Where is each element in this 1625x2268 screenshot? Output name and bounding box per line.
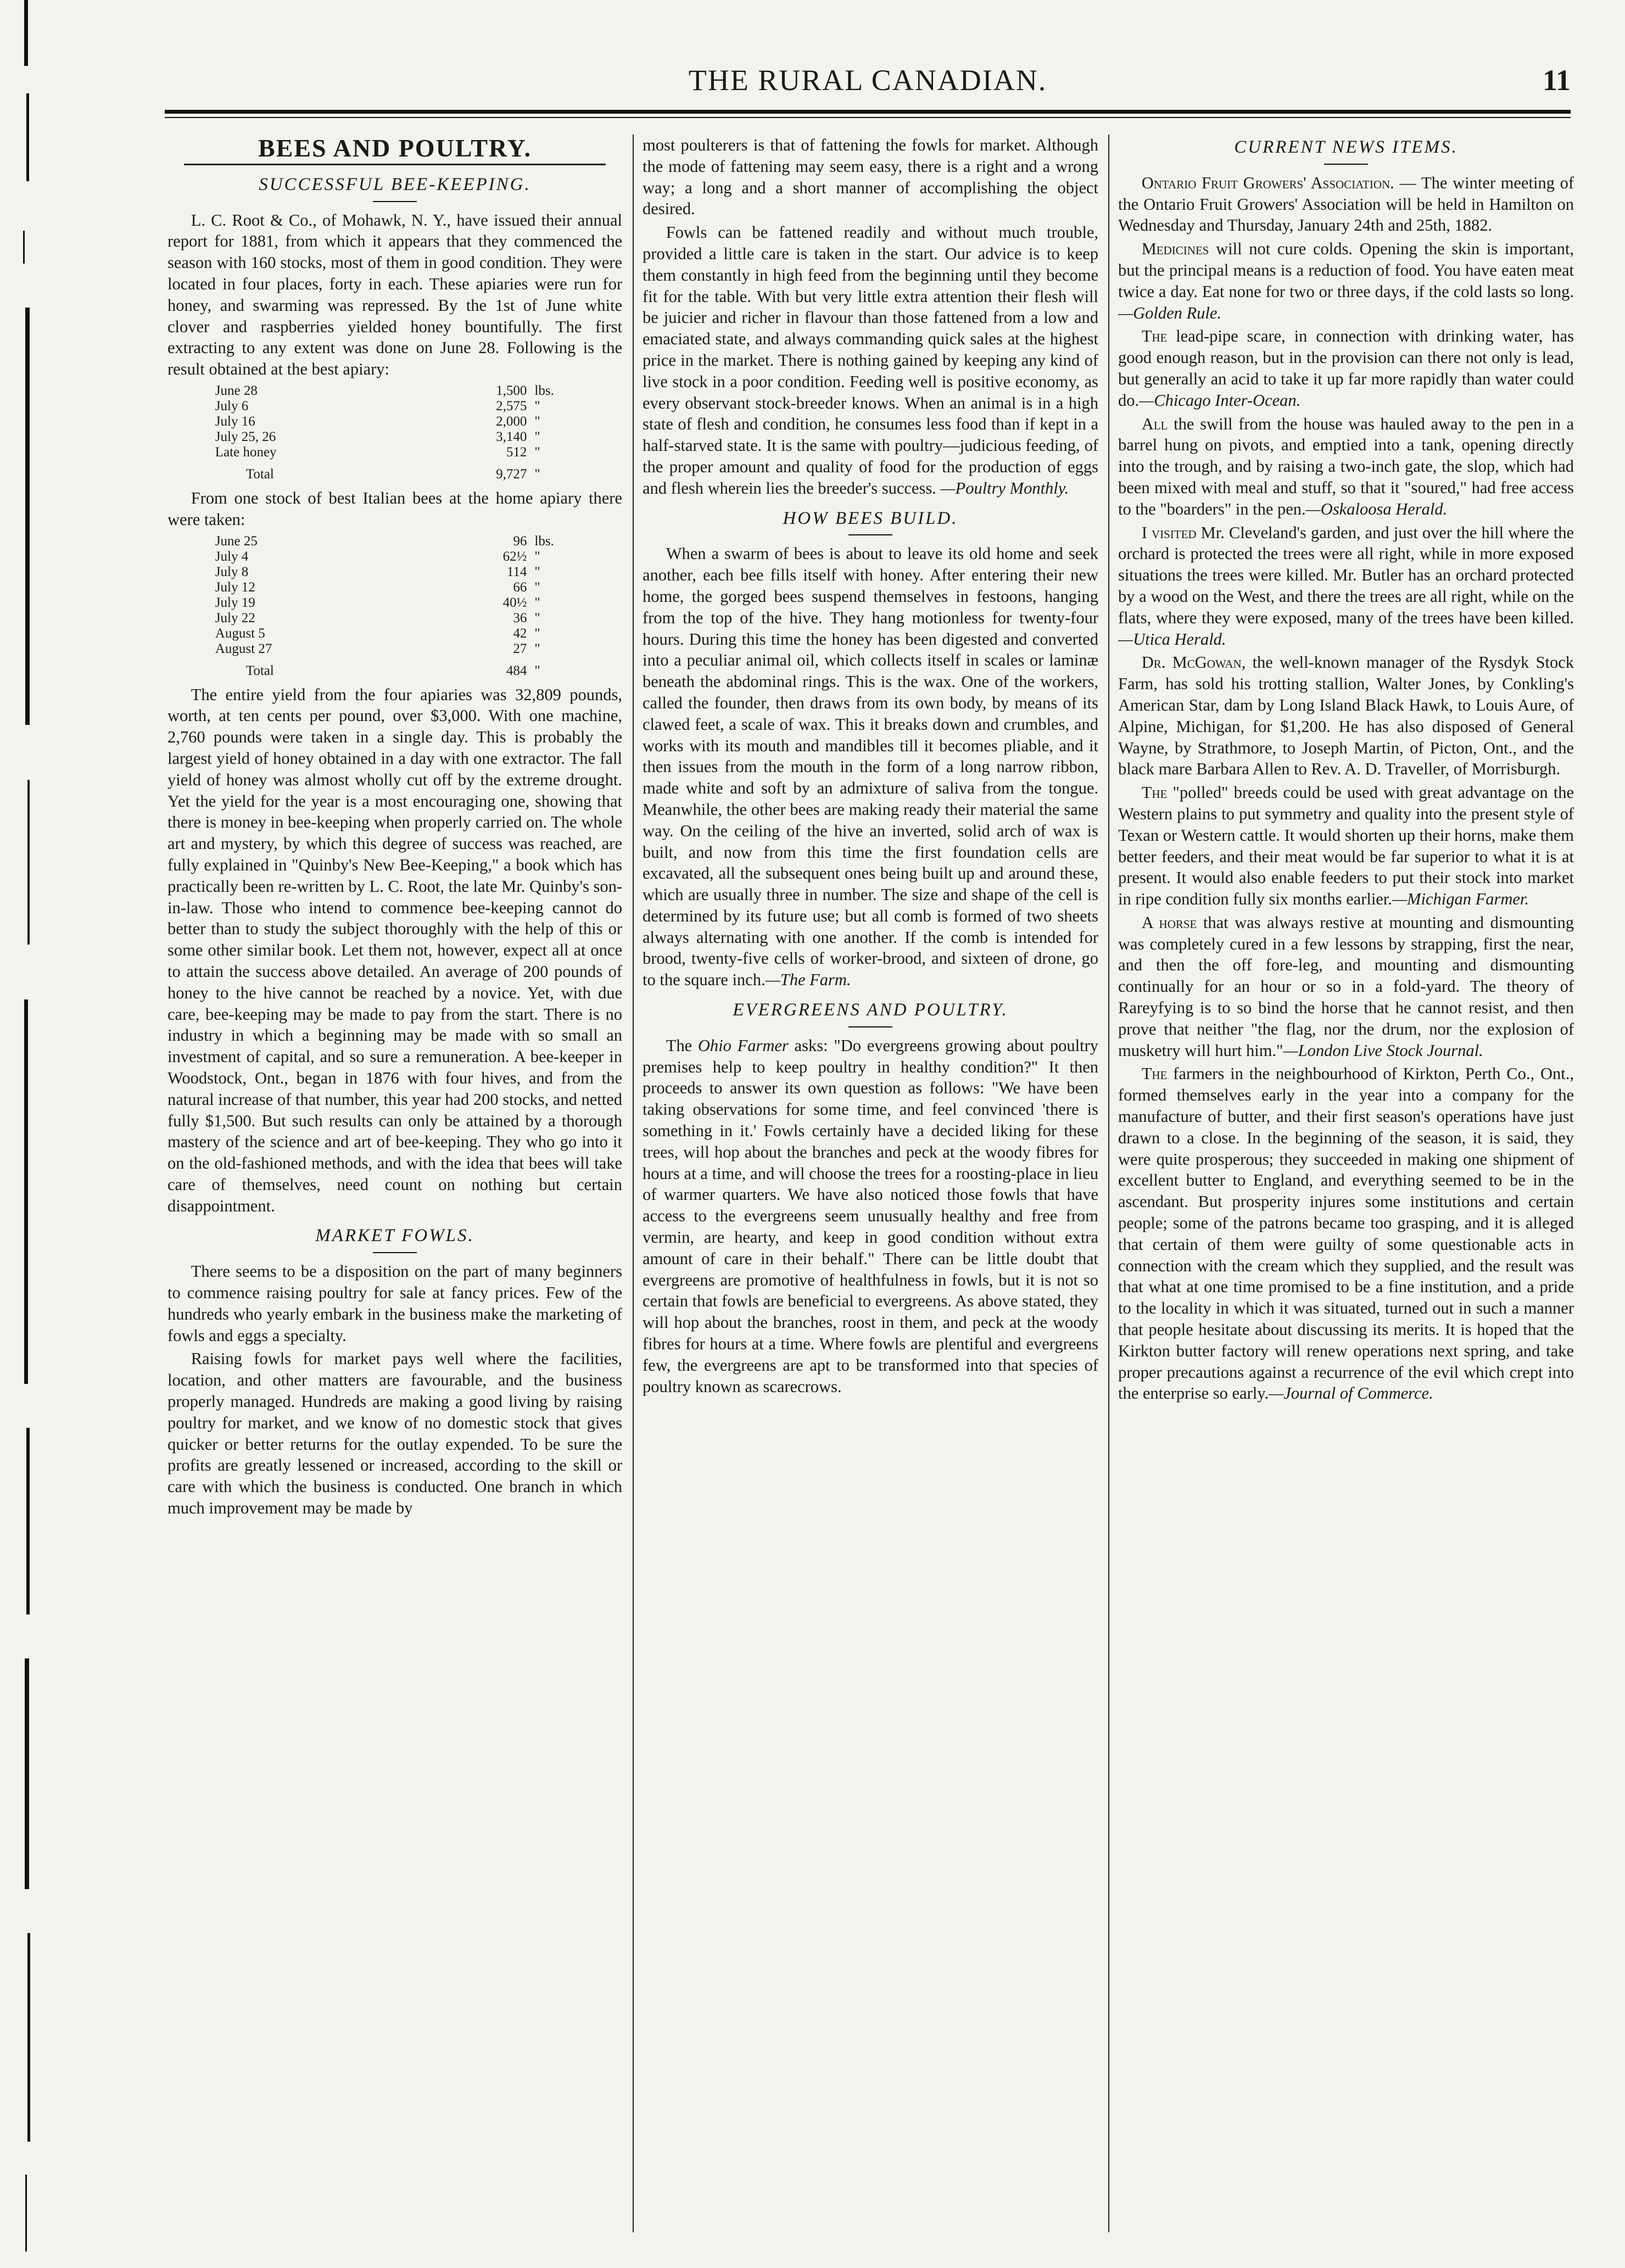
news-item: Dr. McGowan, the well-known manager of the Rysdyk Stock Farm, has sold his trotting stallion, Walter Jones, by Conkling's American Star, dam by Long Island Black Hawk, to Louis Aure, of Alpine, Michigan, for $1,200. He has also disposed of General Wayne, by Strathmore, to Joseph Martin, of Picton, Ont., and the black mare Barbara Allen to Rev. A. D. Traveller, of Morrisburgh. [1118, 653, 1574, 779]
table-total-row: Total 484 " [245, 663, 540, 678]
article-paragraph: The Ohio Farmer asks: "Do evergreens growing about poultry premises help to keep poultry in healthy condition?" It then proceeds to answer its own question as follows: "We have been taking observations for some time, and feel convinced 'there is something in it.' Fowls certainly have a decided liking for these trees, will hop about the branches and peck at the woody fibres for hours at a time, and will choose the trees for a roosting-place in lieu of warmer quarters. We have also noticed those fowls that have access to the evergreens seem unusually healthy and free from vermin, are hearty, and keep in good condition without extra amount of care in their behalf." There can be little doubt that evergreens are promotive of healthfulness in fowls, but it is not so certain that fowls are beneficial to evergreens. As above stated, they will hop about the branches, roost in them, and peck at the woody fibres for hours at a time. Where fowls are plentiful and evergreens few, the evergreens are apt to be transformed into that species of poultry known as scarecrows. [643, 1036, 1098, 1396]
table-total-row: Total 9,727 " [245, 466, 540, 482]
news-item: Ontario Fruit Growers' Association. — The winter meeting of the Ontario Fruit Growers' Association will be held in Hamilton on Wednesday and Thursday, January 24th and 25th, 1882. [1118, 173, 1574, 235]
table-row: June 25 96 lbs. [215, 533, 554, 549]
masthead [165, 58, 1571, 107]
news-item: The farmers in the neighbourhood of Kirkton, Perth Co., Ont., formed themselves early in the year into a company for the manufacture of butter, and their first season's operations have just drawn to a close. In the beginning of the season, it is said, they were quite prosperous; they succeeded in making one shipment of excellent butter to England, and everything seemed to be in the ascendant. But prosperity injures some institutions and certain people; some of the patrons became too grasping, and it is alleged that certain of them were guilty of some questionable acts in connection with the cream which they supplied, and the result was that what at one time promised to be a fine institution, and a pride to the locality in which it was situated, turned out in such a manner that people hesitate about discussing its merits. It is hoped that the Kirkton butter factory will renew operations next spring, and take proper precautions against a recurrence of the evil which crept into the enterprise so early.—Journal of Commerce. [1118, 1064, 1574, 1403]
column-divider [633, 135, 634, 2232]
article-title-successful-bee-keeping: SUCCESSFUL BEE-KEEPING. [259, 174, 531, 194]
article-paragraph: Fowls can be fattened readily and without much trouble, provided a little care is taken in the start. Our advice is to keep them constantly in high feed from the beginning until they become fit for the table. With but very little extra attention their flesh will be juicier and richer in flavour than those fattened from a low and emaciated state, and always commanding quick sales at the highest price in the market. There is nothing gained by keeping any kind of live stock in a poor condition. Feeding well is positive economy, as every observant stock-breeder knows. When an animal is in a high state of flesh and condition, he consumes less food than if kept in a half-starved state. It is the same with poultry—judicious feeding, of the proper amount and quality of food for the production of eggs and flesh wherein lies the breeder's success. —Poultry Monthly. [643, 223, 1098, 498]
source-credit: —Poultry Monthly. [940, 478, 1069, 498]
table-row: July 12 66 " [215, 579, 540, 595]
article-paragraph: most poulterers is that of fattening the fowls for market. Although the mode of fattening may seem easy, there is a right and a wrong way; a long and a short manner of accomplishing the object desired. [643, 136, 1098, 219]
news-item: A horse that was always restive at mounting and dismounting was completely cured in a few lessons by strapping, first the near, and then the off fore-leg, and mounting and dismounting continually for an hour or so in a fold-yard. The theory of Rareyfying is to so bind the horse that he cannot resist, and then prove that neither "the flag, nor the drum, nor the explosion of musketry will hurt him."—London Live Stock Journal. [1118, 913, 1574, 1060]
title-rule [373, 1252, 417, 1253]
article-paragraph: From one stock of best Italian bees at the home apiary there were taken: [167, 488, 622, 529]
article-paragraph: The entire yield from the four apiaries was 32,809 pounds, worth, at ten cents per pound, over $3,000. With one machine, 2,760 pounds were taken in a single day. This is probably the largest yield of honey obtained in a day with one extractor. The fall yield of honey was almost wholly cut off by the extreme drought. Yet the yield for the year is a most encouraging one, showing that there is money in bee-keeping when properly carried on. The whole art and mystery, by which this degree of success was reached, are fully explained in "Quinby's New Bee-Keeping," a book which has practically been re-written by L. C. Root, the late Mr. Quinby's son-in-law. Those who intend to commence bee-keeping cannot do better than to study the subject thoroughly with the help of this or some other similar book. Let them not, however, expect all at once to attain the success above detailed. An average of 200 pounds of honey to the hive cannot be reached by a novice. Yet, with due care, bee-keeping may be made to pay from the start. There is no industry in which a beginning may be made with so small an investment of capital, and so sure a remuneration. A bee-keeper in Woodstock, Ont., began in 1876 with four hives, and from the natural increase of that number, this year had 200 stocks, and netted fully $1,500. But such results can only be attained by a thorough mastery of the science and art of bee-keeping. They who go into it on the old-fashioned methods, and with the idea that bees will take care of themselves, need count on nothing but certain disappointment. [167, 685, 622, 1215]
article-paragraph: When a swarm of bees is about to leave its old home and seek another, each bee fills itself with honey. After entering their new home, the gorged bees suspend themselves in festoons, hanging from the top of the hive. They hang motionless for twenty-four hours. During this time the honey has been digested and converted into a peculiar animal oil, which collects itself in scales or laminæ beneath the abdominal rings. This is the wax. One of the workers, called the founder, then draws from its own body, by means of its clawed feet, a scale of wax. This it breaks down and crumbles, and works with its mouth and mandibles till it becomes pliable, and it then issues from the mouth in the form of a long narrow ribbon, made white and soft by an admixture of saliva from the tongue. Meanwhile, the other bees are making ready their material the same way. On the ceiling of the hive an inverted, solid arch of wax is built, and now from this time the first foundation cells are excavated, all the subsequent ones being built up and around these, which are usually three in number. The size and shape of the cell is determined by its future use; but all comb is formed of two sheets always alternating with one another. If the comb is intended for brood, twenty-five cells of worker-brood, and sixteen of drone, go to the square inch.—The Farm. [643, 544, 1098, 990]
table-row: August 5 42 " [215, 625, 540, 641]
yield-table-best-apiary [213, 383, 586, 482]
news-item: The lead-pipe scare, in connection with drinking water, has good enough reason, but in the provision can there not only is lead, but generally an acid to take it up far more rapidly than water could do.—Chicago Inter-Ocean. [1118, 327, 1574, 410]
title-rule [1324, 164, 1368, 165]
article-paragraph: Raising fowls for market pays well where the facilities, location, and other matters are favourable, and the business properly managed. Hundreds are making a good living by raising poultry for market, and we know of no domestic stock that gives quicker or better returns for the outlay expended. To be sure the profits are greatly lessened or increased, according to the skill or care with which the business is conducted. One branch in which much improvement may be made by [167, 1349, 622, 1518]
table-row: July 19 40½ " [215, 595, 540, 610]
masthead-rule-thick [165, 110, 1571, 114]
publication-name: Ohio Farmer [697, 1036, 789, 1055]
department-rule [184, 164, 606, 165]
title-rule [848, 1026, 892, 1027]
column-3 [1118, 135, 1574, 2238]
table-row: July 4 62½ " [215, 549, 540, 564]
news-item: I visited Mr. Cleveland's garden, and just over the hill where the orchard is protected the trees were all right, while in more exposed situations the trees were killed. Mr. Butler has an orchard protected by a wood on the West, and there the trees are all right, while on the flats, where they were exposed, many of the trees have been killed.—Utica Herald. [1118, 523, 1574, 649]
table-row: July 25, 26 3,140 " [215, 429, 540, 444]
article-paragraph: There seems to be a disposition on the part of many beginners to commence raising poultry for sale at fancy prices. Few of the hundreds who yearly embark in the business make the marketing of fowls and eggs a specialty. [167, 1262, 622, 1345]
table-row: July 6 2,575 " [215, 398, 540, 414]
article-title-how-bees-build: HOW BEES BUILD. [783, 508, 958, 528]
binding-edge [16, 0, 49, 2268]
column-2 [643, 135, 1098, 2238]
title-rule [373, 201, 417, 202]
department-heading: BEES AND POULTRY. [258, 135, 532, 162]
table-row: July 22 36 " [215, 610, 540, 625]
yield-table-italian-bees [213, 534, 586, 679]
news-item: Medicines will not cure colds. Opening the skin is important, but the principal means is a reduction of food. You have eaten meat twice a day. Eat none for two or three days, if the cold lasts so long.—Golden Rule. [1118, 239, 1574, 322]
article-title-market-fowls: MARKET FOWLS. [315, 1226, 474, 1246]
column-1 [167, 135, 622, 2238]
masthead-rule-thin [165, 117, 1571, 118]
table-row: July 8 114 " [215, 564, 540, 579]
news-item: All the swill from the house was hauled away to the pen in a barrel hung on pivots, and emptied into a tank, opening directly into the trough, and by raising a two-inch gate, the slop, which had been mixed with meal and stuff, so that it "soured," had free access to the "boarders" in the pen.—Oskaloosa Herald. [1118, 414, 1574, 518]
newspaper-title: THE RURAL CANADIAN. [688, 64, 1047, 97]
page-number: 11 [1542, 64, 1571, 97]
article-title-current-news-items: CURRENT NEWS ITEMS. [1234, 137, 1458, 157]
table-row: July 16 2,000 " [215, 414, 540, 429]
title-rule [848, 534, 892, 535]
article-paragraph: L. C. Root & Co., of Mohawk, N. Y., have issued their annual report for 1881, from which it appears that they commenced the season with 160 stocks, most of them in good condition. They were located in four places, forty in each. These apiaries were run for honey, and swarming was repressed. By the 1st of June white clover and raspberries yielded honey bountifully. The first extracting to any extent was done on June 28. Following is the result obtained at the best apiary: [167, 210, 622, 379]
article-title-evergreens-and-poultry: EVERGREENS AND POULTRY. [733, 1000, 1008, 1020]
table-row: August 27 27 " [215, 641, 540, 656]
table-row: Late honey 512 " [215, 444, 540, 460]
source-credit: —The Farm. [765, 970, 851, 990]
table-row: June 28 1,500 lbs. [215, 383, 554, 398]
column-divider [1108, 135, 1109, 2232]
news-item: The "polled" breeds could be used with great advantage on the Western plains to put symmetry and quality into the present style of Texan or Western cattle. It would shorten up their horns, make them better feeders, and their meat would be far superior to what it is at present. It would also enable feeders to put their stock into market in ripe condition fully six months earlier.—Michigan Farmer. [1118, 783, 1574, 909]
